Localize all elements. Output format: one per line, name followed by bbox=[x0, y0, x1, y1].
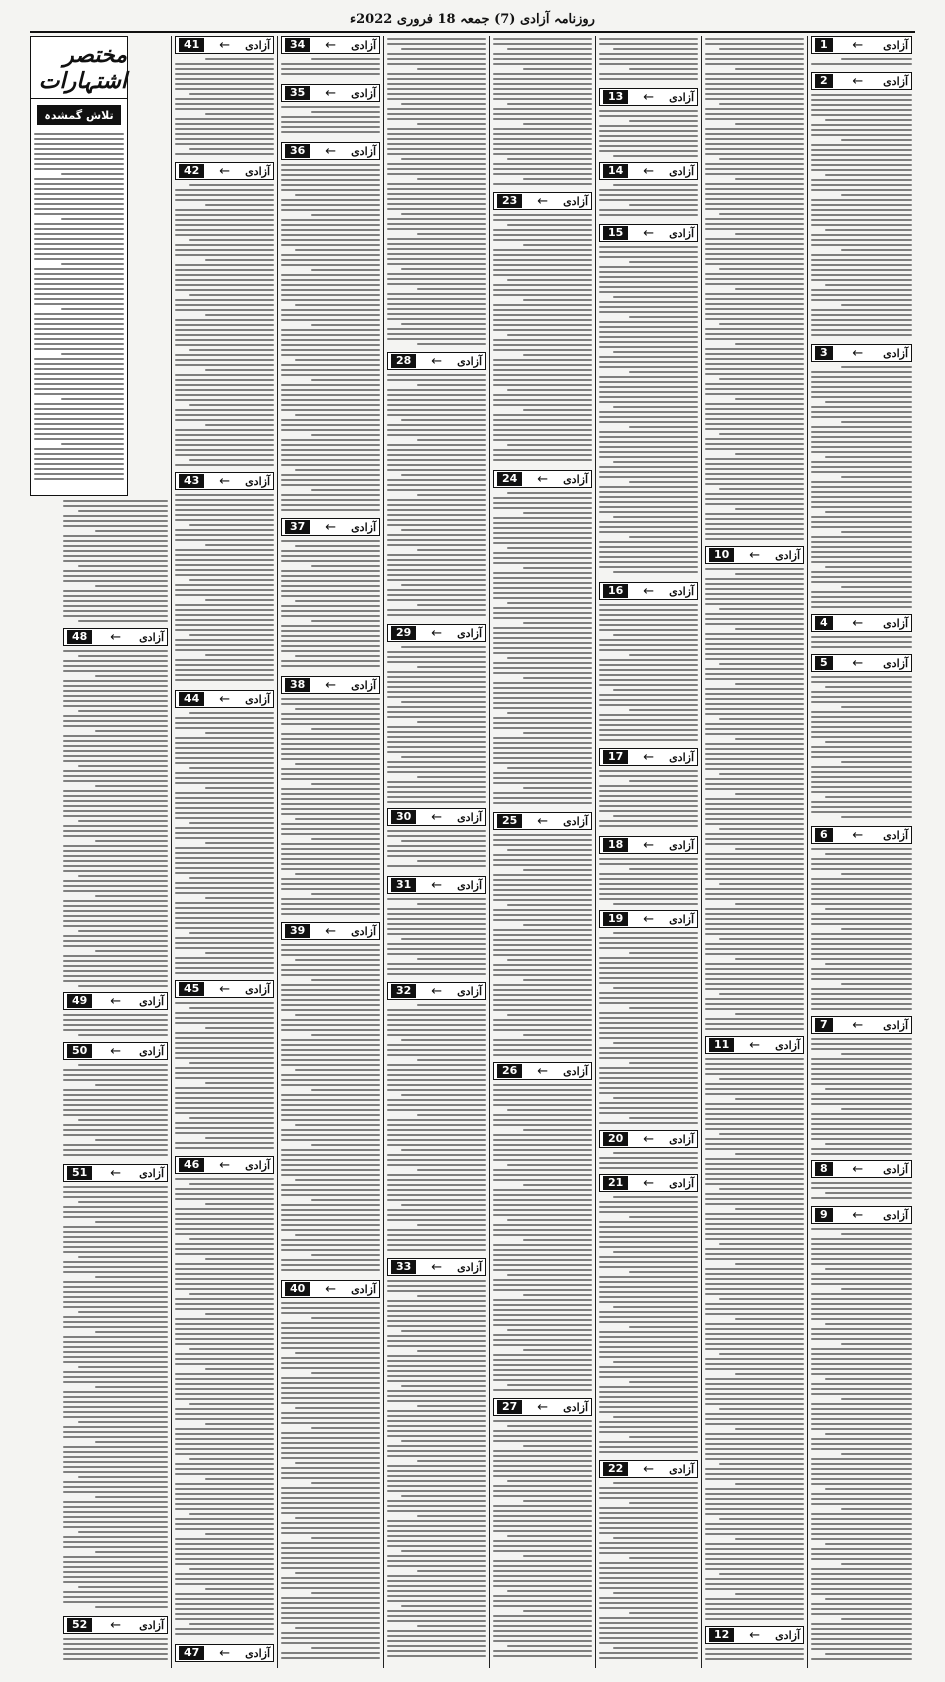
article-text bbox=[599, 246, 698, 576]
news-column bbox=[171, 36, 277, 1668]
news-agency-label: آزادی bbox=[245, 474, 270, 488]
arrow-left-icon: ← bbox=[110, 1165, 122, 1181]
news-item-number: 19 bbox=[603, 912, 628, 926]
arrow-left-icon: ← bbox=[749, 547, 761, 563]
news-item-header bbox=[387, 352, 486, 370]
arrow-left-icon: ← bbox=[643, 1175, 655, 1191]
article-text bbox=[175, 1178, 274, 1638]
news-item-header bbox=[705, 1036, 804, 1054]
arrow-left-icon: ← bbox=[110, 629, 122, 645]
news-item-header bbox=[281, 84, 380, 102]
news-agency-label: آزادی bbox=[139, 1618, 164, 1632]
article-text bbox=[175, 1002, 274, 1152]
arrow-left-icon: ← bbox=[325, 143, 337, 159]
news-item-header bbox=[175, 690, 274, 708]
news-item-header bbox=[63, 1042, 168, 1060]
news-item-number: 52 bbox=[67, 1618, 92, 1632]
article-text bbox=[705, 1648, 804, 1663]
classified-ads-box bbox=[30, 36, 128, 496]
arrow-left-icon: ← bbox=[431, 353, 443, 369]
article-text bbox=[281, 1302, 380, 1662]
news-agency-label: آزادی bbox=[883, 1018, 908, 1032]
arrow-left-icon: ← bbox=[537, 471, 549, 487]
arrow-left-icon: ← bbox=[325, 1281, 337, 1297]
news-agency-label: آزادی bbox=[883, 828, 908, 842]
news-agency-label: آزادی bbox=[775, 1628, 800, 1642]
news-agency-label: آزادی bbox=[669, 584, 694, 598]
news-agency-label: آزادی bbox=[457, 1260, 482, 1274]
arrow-left-icon: ← bbox=[852, 345, 864, 361]
arrow-left-icon: ← bbox=[431, 1259, 443, 1275]
news-agency-label: آزادی bbox=[563, 1064, 588, 1078]
news-columns bbox=[30, 36, 915, 1668]
article-text bbox=[387, 646, 486, 806]
article-text bbox=[599, 770, 698, 830]
news-agency-label: آزادی bbox=[669, 1462, 694, 1476]
news-agency-label: آزادی bbox=[457, 810, 482, 824]
news-column bbox=[489, 36, 595, 1668]
news-agency-label: آزادی bbox=[669, 90, 694, 104]
news-item-number: 36 bbox=[285, 144, 310, 158]
news-item-header bbox=[599, 910, 698, 928]
masthead-date: روزنامہ آزادی (7) جمعہ 18 فروری 2022ء bbox=[350, 11, 595, 27]
news-item-header bbox=[281, 1280, 380, 1298]
news-agency-label: آزادی bbox=[669, 1176, 694, 1190]
news-item-number: 33 bbox=[391, 1260, 416, 1274]
news-agency-label: آزادی bbox=[139, 994, 164, 1008]
news-item-number: 28 bbox=[391, 354, 416, 368]
news-item-header bbox=[281, 676, 380, 694]
article-text bbox=[811, 1182, 912, 1202]
article-text bbox=[387, 830, 486, 870]
news-item-number: 43 bbox=[179, 474, 204, 488]
news-agency-label: آزادی bbox=[351, 1282, 376, 1296]
news-agency-label: آزادی bbox=[351, 520, 376, 534]
article-text bbox=[281, 698, 380, 918]
news-item-header bbox=[63, 628, 168, 646]
arrow-left-icon: ← bbox=[643, 163, 655, 179]
news-agency-label: آزادی bbox=[775, 548, 800, 562]
news-column bbox=[807, 36, 915, 1668]
news-item-number: 48 bbox=[67, 630, 92, 644]
news-item-header bbox=[281, 518, 380, 536]
article-text bbox=[811, 58, 912, 68]
news-agency-label: آزادی bbox=[669, 226, 694, 240]
news-agency-label: آزادی bbox=[669, 1132, 694, 1146]
news-agency-label: آزادی bbox=[351, 678, 376, 692]
article-text bbox=[493, 38, 592, 188]
news-item-number: 25 bbox=[497, 814, 522, 828]
arrow-left-icon: ← bbox=[643, 749, 655, 765]
arrow-left-icon: ← bbox=[643, 1461, 655, 1477]
news-item-number: 20 bbox=[603, 1132, 628, 1146]
news-item-number: 26 bbox=[497, 1064, 522, 1078]
news-item-number: 14 bbox=[603, 164, 628, 178]
news-item-header bbox=[63, 1616, 168, 1634]
news-agency-label: آزادی bbox=[457, 984, 482, 998]
news-agency-label: آزادی bbox=[563, 814, 588, 828]
arrow-left-icon: ← bbox=[431, 809, 443, 825]
news-item-number: 9 bbox=[815, 1208, 833, 1222]
news-agency-label: آزادی bbox=[883, 1208, 908, 1222]
arrow-left-icon: ← bbox=[537, 193, 549, 209]
article-text bbox=[705, 568, 804, 1033]
news-agency-label: آزادی bbox=[669, 750, 694, 764]
arrow-left-icon: ← bbox=[537, 1063, 549, 1079]
article-text bbox=[63, 1186, 168, 1611]
arrow-left-icon: ← bbox=[219, 37, 231, 53]
classified-ads-text bbox=[34, 133, 124, 483]
news-item-number: 45 bbox=[179, 982, 204, 996]
news-column bbox=[701, 36, 807, 1668]
article-text bbox=[175, 494, 274, 684]
news-item-number: 35 bbox=[285, 86, 310, 100]
article-text bbox=[387, 1004, 486, 1254]
arrow-left-icon: ← bbox=[537, 1399, 549, 1415]
news-item-number: 16 bbox=[603, 584, 628, 598]
arrow-left-icon: ← bbox=[219, 1645, 231, 1661]
article-text bbox=[175, 712, 274, 977]
news-item-header bbox=[175, 1644, 274, 1662]
article-text bbox=[63, 1014, 168, 1039]
arrow-left-icon: ← bbox=[219, 981, 231, 997]
news-agency-label: آزادی bbox=[351, 86, 376, 100]
article-text bbox=[387, 374, 486, 619]
masthead bbox=[30, 8, 915, 30]
arrow-left-icon: ← bbox=[852, 1017, 864, 1033]
news-agency-label: آزادی bbox=[245, 1158, 270, 1172]
news-agency-label: آزادی bbox=[563, 1400, 588, 1414]
news-item-header bbox=[811, 1206, 912, 1224]
news-item-header bbox=[811, 1016, 912, 1034]
news-agency-label: آزادی bbox=[245, 692, 270, 706]
news-agency-label: آزادی bbox=[775, 1038, 800, 1052]
article-text bbox=[599, 604, 698, 744]
news-item-number: 7 bbox=[815, 1018, 833, 1032]
news-item-number: 32 bbox=[391, 984, 416, 998]
news-agency-label: آزادی bbox=[245, 164, 270, 178]
news-item-header bbox=[281, 36, 380, 54]
news-item-header bbox=[705, 1626, 804, 1644]
article-text bbox=[599, 1482, 698, 1662]
article-text bbox=[599, 858, 698, 908]
news-item-header bbox=[175, 980, 274, 998]
arrow-left-icon: ← bbox=[110, 1617, 122, 1633]
news-item-header bbox=[387, 808, 486, 826]
news-agency-label: آزادی bbox=[883, 74, 908, 88]
news-item-header bbox=[599, 1460, 698, 1478]
article-text bbox=[175, 184, 274, 469]
arrow-left-icon: ← bbox=[749, 1037, 761, 1053]
news-item-number: 31 bbox=[391, 878, 416, 892]
arrow-left-icon: ← bbox=[852, 37, 864, 53]
news-agency-label: آزادی bbox=[563, 472, 588, 486]
news-item-header bbox=[387, 624, 486, 642]
news-item-header bbox=[599, 224, 698, 242]
news-agency-label: آزادی bbox=[139, 630, 164, 644]
news-item-header bbox=[599, 1130, 698, 1148]
news-agency-label: آزادی bbox=[457, 878, 482, 892]
news-item-number: 27 bbox=[497, 1400, 522, 1414]
news-item-number: 34 bbox=[285, 38, 310, 52]
missing-notice-heading: تلاش گمشدہ bbox=[37, 105, 121, 125]
arrow-left-icon: ← bbox=[431, 625, 443, 641]
article-text bbox=[811, 1038, 912, 1158]
news-item-number: 24 bbox=[497, 472, 522, 486]
news-item-header bbox=[811, 654, 912, 672]
news-item-number: 40 bbox=[285, 1282, 310, 1296]
news-item-number: 5 bbox=[815, 656, 833, 670]
arrow-left-icon: ← bbox=[325, 37, 337, 53]
news-column bbox=[595, 36, 701, 1668]
article-text bbox=[387, 1280, 486, 1660]
article-text bbox=[599, 932, 698, 1127]
news-agency-label: آزادی bbox=[669, 164, 694, 178]
news-item-header bbox=[811, 614, 912, 632]
news-agency-label: آزادی bbox=[351, 144, 376, 158]
article-text bbox=[811, 636, 912, 651]
article-text bbox=[811, 94, 912, 339]
article-text bbox=[281, 58, 380, 78]
news-agency-label: آزادی bbox=[883, 616, 908, 630]
article-text bbox=[705, 38, 804, 543]
news-item-header bbox=[493, 1062, 592, 1080]
news-item-header bbox=[281, 142, 380, 160]
news-item-number: 44 bbox=[179, 692, 204, 706]
news-item-header bbox=[599, 836, 698, 854]
news-item-header bbox=[493, 1398, 592, 1416]
article-text bbox=[387, 38, 486, 348]
article-text bbox=[281, 106, 380, 136]
news-item-number: 1 bbox=[815, 38, 833, 52]
article-text bbox=[281, 540, 380, 670]
arrow-left-icon: ← bbox=[219, 473, 231, 489]
news-item-header bbox=[493, 812, 592, 830]
article-text bbox=[493, 834, 592, 1059]
arrow-left-icon: ← bbox=[219, 163, 231, 179]
news-item-number: 41 bbox=[179, 38, 204, 52]
news-agency-label: آزادی bbox=[245, 982, 270, 996]
article-text bbox=[387, 898, 486, 978]
news-item-header bbox=[493, 470, 592, 488]
news-item-number: 30 bbox=[391, 810, 416, 824]
arrow-left-icon: ← bbox=[643, 89, 655, 105]
arrow-left-icon: ← bbox=[325, 923, 337, 939]
news-item-number: 51 bbox=[67, 1166, 92, 1180]
news-item-number: 15 bbox=[603, 226, 628, 240]
news-item-header bbox=[811, 344, 912, 362]
news-item-number: 37 bbox=[285, 520, 310, 534]
article-text bbox=[705, 1058, 804, 1623]
news-agency-label: آزادی bbox=[139, 1044, 164, 1058]
news-agency-label: آزادی bbox=[139, 1166, 164, 1180]
news-item-number: 29 bbox=[391, 626, 416, 640]
article-text bbox=[63, 500, 168, 625]
news-item-number: 11 bbox=[709, 1038, 734, 1052]
news-item-number: 13 bbox=[603, 90, 628, 104]
article-text bbox=[63, 650, 168, 990]
article-text bbox=[811, 1228, 912, 1663]
arrow-left-icon: ← bbox=[643, 225, 655, 241]
news-item-header bbox=[387, 1258, 486, 1276]
article-text bbox=[811, 848, 912, 1013]
news-item-number: 39 bbox=[285, 924, 310, 938]
article-text bbox=[493, 492, 592, 807]
arrow-left-icon: ← bbox=[110, 993, 122, 1009]
news-column bbox=[277, 36, 383, 1668]
news-agency-label: آزادی bbox=[669, 838, 694, 852]
article-text bbox=[281, 944, 380, 1274]
arrow-left-icon: ← bbox=[431, 877, 443, 893]
article-text bbox=[599, 38, 698, 83]
arrow-left-icon: ← bbox=[643, 911, 655, 927]
news-item-header bbox=[599, 748, 698, 766]
news-item-header bbox=[281, 922, 380, 940]
news-item-number: 2 bbox=[815, 74, 833, 88]
article-text bbox=[599, 1196, 698, 1456]
news-item-header bbox=[387, 876, 486, 894]
news-column bbox=[383, 36, 489, 1668]
news-item-number: 22 bbox=[603, 1462, 628, 1476]
arrow-left-icon: ← bbox=[749, 1627, 761, 1643]
news-item-header bbox=[599, 88, 698, 106]
article-text bbox=[281, 164, 380, 514]
news-agency-label: آزادی bbox=[245, 1646, 270, 1660]
news-item-header bbox=[175, 1156, 274, 1174]
arrow-left-icon: ← bbox=[325, 677, 337, 693]
arrow-left-icon: ← bbox=[325, 85, 337, 101]
news-item-number: 50 bbox=[67, 1044, 92, 1058]
news-item-number: 23 bbox=[497, 194, 522, 208]
article-text bbox=[599, 184, 698, 219]
news-agency-label: آزادی bbox=[245, 38, 270, 52]
news-item-header bbox=[599, 1174, 698, 1192]
article-text bbox=[599, 110, 698, 160]
news-item-header bbox=[387, 982, 486, 1000]
news-item-number: 38 bbox=[285, 678, 310, 692]
news-agency-label: آزادی bbox=[457, 354, 482, 368]
arrow-left-icon: ← bbox=[852, 1207, 864, 1223]
news-item-number: 10 bbox=[709, 548, 734, 562]
arrow-left-icon: ← bbox=[643, 583, 655, 599]
news-item-header bbox=[63, 1164, 168, 1182]
news-agency-label: آزادی bbox=[883, 346, 908, 360]
arrow-left-icon: ← bbox=[852, 827, 864, 843]
article-text bbox=[63, 1638, 168, 1663]
news-item-header bbox=[175, 472, 274, 490]
article-text bbox=[599, 1152, 698, 1172]
news-item-header bbox=[811, 72, 912, 90]
news-item-number: 3 bbox=[815, 346, 833, 360]
news-item-number: 18 bbox=[603, 838, 628, 852]
arrow-left-icon: ← bbox=[852, 1161, 864, 1177]
news-item-number: 12 bbox=[709, 1628, 734, 1642]
news-item-header bbox=[705, 546, 804, 564]
article-text bbox=[63, 1064, 168, 1159]
arrow-left-icon: ← bbox=[537, 813, 549, 829]
news-item-number: 21 bbox=[603, 1176, 628, 1190]
news-item-header bbox=[175, 162, 274, 180]
news-item-number: 17 bbox=[603, 750, 628, 764]
arrow-left-icon: ← bbox=[219, 691, 231, 707]
news-agency-label: آزادی bbox=[457, 626, 482, 640]
arrow-left-icon: ← bbox=[219, 1157, 231, 1173]
news-item-header bbox=[493, 192, 592, 210]
arrow-left-icon: ← bbox=[852, 73, 864, 89]
arrow-left-icon: ← bbox=[325, 519, 337, 535]
news-agency-label: آزادی bbox=[883, 656, 908, 670]
arrow-left-icon: ← bbox=[852, 655, 864, 671]
news-item-header bbox=[811, 1160, 912, 1178]
news-item-header bbox=[811, 36, 912, 54]
arrow-left-icon: ← bbox=[110, 1043, 122, 1059]
news-agency-label: آزادی bbox=[563, 194, 588, 208]
news-item-number: 46 bbox=[179, 1158, 204, 1172]
article-text bbox=[493, 1420, 592, 1660]
news-item-number: 4 bbox=[815, 616, 833, 630]
news-item-number: 47 bbox=[179, 1646, 204, 1660]
news-item-header bbox=[599, 162, 698, 180]
news-agency-label: آزادی bbox=[883, 1162, 908, 1176]
news-item-number: 49 bbox=[67, 994, 92, 1008]
article-text bbox=[493, 1084, 592, 1394]
classified-ads-title: مختصر اشتہارات bbox=[31, 37, 127, 99]
arrow-left-icon: ← bbox=[643, 837, 655, 853]
news-agency-label: آزادی bbox=[669, 912, 694, 926]
arrow-left-icon: ← bbox=[643, 1131, 655, 1147]
article-text bbox=[175, 58, 274, 158]
news-item-number: 6 bbox=[815, 828, 833, 842]
arrow-left-icon: ← bbox=[431, 983, 443, 999]
news-item-header bbox=[175, 36, 274, 54]
article-text bbox=[811, 676, 912, 821]
news-item-header bbox=[811, 826, 912, 844]
news-item-header bbox=[599, 582, 698, 600]
header-rule bbox=[30, 31, 915, 33]
news-agency-label: آزادی bbox=[351, 924, 376, 938]
article-text bbox=[493, 214, 592, 464]
news-item-number: 42 bbox=[179, 164, 204, 178]
news-agency-label: آزادی bbox=[351, 38, 376, 52]
news-item-number: 8 bbox=[815, 1162, 833, 1176]
arrow-left-icon: ← bbox=[852, 615, 864, 631]
news-agency-label: آزادی bbox=[883, 38, 908, 52]
news-item-header bbox=[63, 992, 168, 1010]
article-text bbox=[811, 366, 912, 611]
